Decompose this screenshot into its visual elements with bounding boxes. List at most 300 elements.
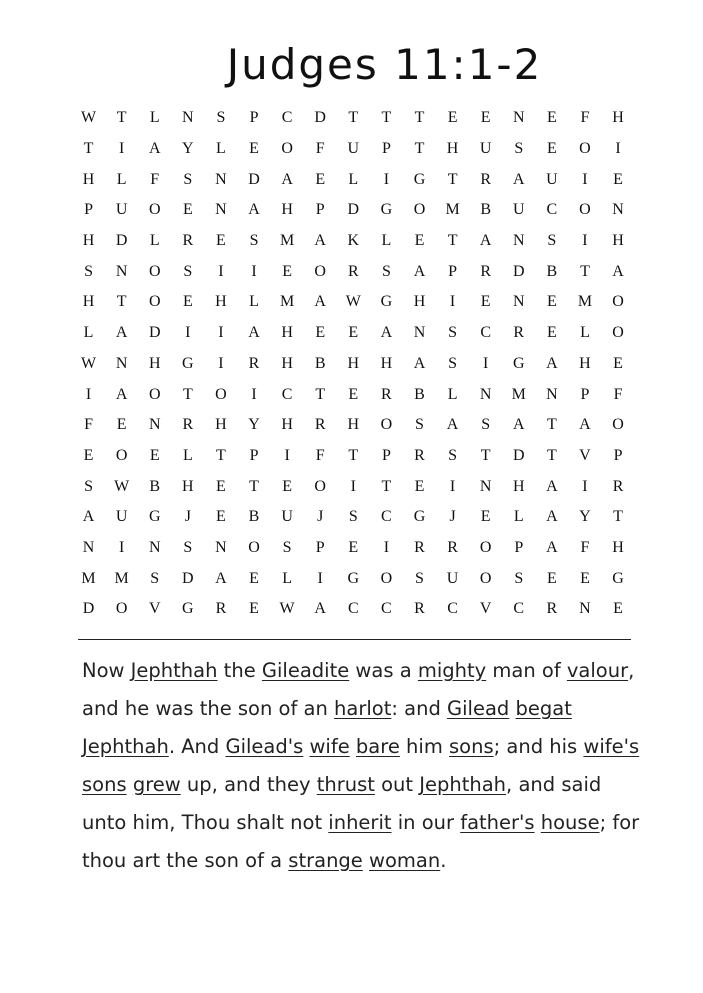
grid-letter[interactable]: L (116, 170, 127, 188)
grid-letter[interactable]: O (413, 201, 426, 219)
grid-letter[interactable]: C (381, 508, 392, 526)
grid-letter[interactable]: S (514, 140, 524, 158)
passage-text: the (217, 659, 262, 682)
grid-letter[interactable]: B (149, 477, 161, 495)
grid-letter[interactable]: S (448, 354, 458, 372)
grid-letter[interactable]: S (514, 569, 524, 587)
grid-letter[interactable]: E (447, 109, 458, 127)
keyword: Jephthah (419, 773, 507, 796)
grid-letter[interactable]: W (80, 109, 97, 127)
grid-letter[interactable]: C (281, 109, 293, 127)
grid-letter[interactable]: H (82, 232, 95, 250)
grid-letter[interactable]: M (279, 293, 295, 311)
grid-row (72, 563, 636, 594)
grid-letter[interactable]: N (512, 293, 525, 311)
grid-letter[interactable]: C (381, 600, 392, 618)
grid-letter[interactable]: D (512, 446, 525, 464)
grid-letter[interactable]: E (249, 569, 259, 587)
grid-letter[interactable]: N (546, 385, 558, 403)
grid-letter[interactable]: H (612, 538, 624, 556)
grid-letter[interactable]: E (480, 109, 491, 127)
keyword: Gilead (447, 697, 510, 720)
grid-letter[interactable]: O (248, 538, 260, 556)
grid-letter[interactable]: N (215, 538, 227, 556)
grid-letter[interactable]: Y (182, 140, 194, 158)
grid-letter[interactable]: E (613, 170, 623, 188)
grid-letter[interactable]: I (218, 354, 224, 372)
grid-letter[interactable]: W (80, 354, 97, 372)
grid-row (72, 195, 636, 226)
grid-letter[interactable]: G (413, 170, 426, 188)
grid-letter[interactable]: O (115, 446, 128, 464)
grid-letter[interactable]: T (249, 477, 259, 495)
grid-letter[interactable]: A (115, 324, 128, 342)
grid-letter[interactable]: N (512, 109, 525, 127)
grid-letter[interactable]: Y (579, 508, 591, 526)
grid-letter[interactable]: E (348, 324, 359, 342)
grid-letter[interactable]: P (249, 446, 259, 464)
grid-letter[interactable]: E (315, 170, 326, 188)
grid-letter[interactable]: F (315, 446, 325, 464)
grid-letter[interactable]: O (479, 569, 492, 587)
grid-letter[interactable]: S (348, 508, 358, 526)
grid-letter[interactable]: E (216, 232, 226, 250)
grid-letter[interactable]: T (348, 446, 359, 464)
grid-letter[interactable]: I (118, 140, 125, 158)
grid-letter[interactable]: E (480, 508, 491, 526)
grid-letter[interactable]: N (148, 538, 161, 556)
grid-letter[interactable]: S (381, 262, 391, 280)
grid-letter[interactable]: S (415, 416, 424, 434)
grid-letter[interactable]: L (149, 109, 160, 127)
grid-letter[interactable]: I (383, 170, 390, 188)
grid-letter[interactable]: L (149, 232, 160, 250)
grid-letter[interactable]: G (380, 201, 393, 219)
keyword: wife's (583, 735, 640, 758)
grid-letter[interactable]: J (449, 508, 456, 526)
grid-letter[interactable]: E (580, 569, 590, 587)
grid-letter[interactable]: N (512, 232, 525, 250)
grid-letter[interactable]: R (248, 354, 260, 372)
grid-letter[interactable]: S (84, 477, 93, 495)
grid-letter[interactable]: G (413, 508, 426, 526)
grid-letter[interactable]: E (216, 477, 226, 495)
grid-letter[interactable]: H (215, 416, 227, 434)
grid-letter[interactable]: O (612, 293, 624, 311)
grid-letter[interactable]: C (513, 600, 525, 618)
grid-letter[interactable]: D (115, 232, 128, 250)
grid-letter[interactable]: A (148, 140, 161, 158)
grid-letter[interactable]: M (445, 201, 460, 219)
grid-letter[interactable]: D (512, 262, 525, 280)
grid-letter[interactable]: T (447, 170, 458, 188)
grid-letter[interactable]: A (314, 293, 326, 311)
grid-letter[interactable]: R (480, 262, 491, 280)
grid-letter[interactable]: O (380, 416, 393, 434)
grid-letter[interactable]: T (216, 446, 226, 464)
grid-letter[interactable]: B (414, 385, 425, 403)
grid-letter[interactable]: T (381, 477, 392, 495)
grid-letter[interactable]: S (448, 324, 458, 342)
grid-letter[interactable]: A (512, 416, 525, 434)
grid-letter[interactable]: U (479, 140, 492, 158)
grid-letter[interactable]: H (347, 416, 360, 434)
grid-letter[interactable]: V (479, 600, 492, 618)
grid-letter[interactable]: W (114, 477, 130, 495)
grid-letter[interactable]: J (184, 508, 191, 526)
grid-letter[interactable]: A (546, 538, 558, 556)
grid-letter[interactable]: C (347, 600, 359, 618)
grid-letter[interactable]: R (447, 538, 458, 556)
grid-letter[interactable]: S (415, 569, 424, 587)
grid-letter[interactable]: B (546, 262, 558, 280)
grid-letter[interactable]: E (216, 508, 226, 526)
grid-letter[interactable]: E (149, 446, 160, 464)
grid-letter[interactable]: I (350, 477, 356, 495)
grid-letter[interactable]: H (579, 354, 591, 372)
grid-letter[interactable]: O (115, 600, 128, 618)
grid-letter[interactable]: R (414, 538, 425, 556)
grid-letter[interactable]: I (218, 262, 224, 280)
grid-letter[interactable]: N (479, 477, 492, 495)
grid-letter[interactable]: G (512, 354, 525, 372)
grid-letter[interactable]: U (347, 140, 360, 158)
grid-letter[interactable]: L (447, 385, 458, 403)
grid-letter[interactable]: E (546, 324, 557, 342)
grid-letter[interactable]: M (511, 385, 526, 403)
grid-letter[interactable]: I (449, 293, 456, 311)
grid-letter[interactable]: R (314, 416, 326, 434)
keyword: grew (132, 773, 181, 796)
grid-letter[interactable]: N (115, 262, 128, 280)
grid-letter[interactable]: C (480, 324, 491, 342)
grid-letter[interactable]: R (414, 446, 425, 464)
grid-letter[interactable]: R (347, 262, 359, 280)
grid-letter[interactable]: J (317, 508, 324, 526)
grid-letter[interactable]: H (281, 324, 293, 342)
grid-letter[interactable]: E (249, 140, 259, 158)
grid-row (72, 471, 636, 502)
grid-letter[interactable]: D (148, 324, 161, 342)
grid-letter[interactable]: I (582, 232, 588, 250)
grid-letter[interactable]: T (480, 446, 491, 464)
grid-letter[interactable]: I (218, 324, 224, 342)
grid-letter[interactable]: G (148, 508, 161, 526)
grid-letter[interactable]: O (314, 477, 326, 495)
grid-letter[interactable]: W (279, 600, 295, 618)
grid-letter[interactable]: H (380, 354, 393, 372)
grid-letter[interactable]: O (148, 293, 161, 311)
grid-letter[interactable]: I (615, 140, 621, 158)
grid-letter[interactable]: D (182, 569, 194, 587)
grid-letter[interactable]: T (182, 385, 193, 403)
grid-letter[interactable]: S (547, 232, 557, 250)
grid-letter[interactable]: B (314, 354, 326, 372)
grid-letter[interactable]: G (347, 569, 360, 587)
grid-letter[interactable]: T (546, 446, 557, 464)
grid-letter[interactable]: I (317, 569, 323, 587)
grid-letter[interactable]: U (115, 508, 128, 526)
grid-letter[interactable]: I (118, 538, 125, 556)
grid-letter[interactable]: T (381, 109, 392, 127)
grid-letter[interactable]: N (479, 385, 492, 403)
grid-letter[interactable]: R (546, 600, 558, 618)
grid-letter[interactable]: S (481, 416, 491, 434)
grid-letter[interactable]: B (248, 508, 260, 526)
grid-letter[interactable]: E (348, 385, 359, 403)
grid-letter[interactable]: E (414, 232, 425, 250)
grid-letter[interactable]: M (81, 569, 96, 587)
grid-letter[interactable]: G (612, 569, 624, 587)
grid-letter[interactable]: E (116, 416, 127, 434)
grid-letter[interactable]: A (612, 262, 624, 280)
grid-letter[interactable]: M (279, 232, 295, 250)
grid-letter[interactable]: P (448, 262, 458, 280)
grid-letter[interactable]: F (580, 538, 590, 556)
grid-letter[interactable]: I (85, 385, 92, 403)
grid-letter[interactable]: O (148, 385, 161, 403)
grid-letter[interactable]: A (380, 324, 393, 342)
grid-letter[interactable]: U (446, 569, 459, 587)
grid-letter[interactable]: T (580, 262, 590, 280)
grid-letter[interactable]: H (82, 170, 95, 188)
grid-letter[interactable]: H (82, 293, 95, 311)
grid-letter[interactable]: L (216, 140, 226, 158)
grid-letter[interactable]: I (383, 538, 390, 556)
grid-letter[interactable]: P (315, 201, 325, 219)
grid-letter[interactable]: C (546, 201, 558, 219)
grid-letter[interactable]: S (150, 569, 160, 587)
grid-letter[interactable]: P (315, 538, 325, 556)
grid-letter[interactable]: S (448, 446, 458, 464)
grid-letter[interactable]: H (512, 477, 525, 495)
grid-letter[interactable]: A (512, 170, 525, 188)
grid-letter[interactable]: E (414, 477, 425, 495)
grid-letter[interactable]: R (215, 600, 227, 618)
grid-letter[interactable]: B (480, 201, 491, 219)
grid-letter[interactable]: A (413, 262, 426, 280)
grid-letter[interactable]: N (215, 201, 227, 219)
grid-letter[interactable]: O (148, 201, 161, 219)
grid-letter[interactable]: R (612, 477, 624, 495)
grid-letter[interactable]: A (446, 416, 459, 434)
grid-letter[interactable]: N (82, 538, 95, 556)
grid-letter[interactable]: L (348, 170, 359, 188)
grid-letter[interactable]: E (348, 538, 359, 556)
grid-letter[interactable]: R (381, 385, 392, 403)
grid-letter[interactable]: O (579, 140, 591, 158)
word-search-grid (72, 103, 636, 625)
grid-letter[interactable]: M (577, 293, 593, 311)
grid-letter[interactable]: I (185, 324, 191, 342)
grid-letter[interactable]: T (546, 416, 557, 434)
grid-letter[interactable]: R (480, 170, 491, 188)
grid-letter[interactable]: O (612, 324, 624, 342)
grid-letter[interactable]: O (281, 140, 293, 158)
grid-letter[interactable]: E (546, 109, 557, 127)
grid-letter[interactable]: D (314, 109, 326, 127)
grid-letter[interactable]: O (612, 416, 624, 434)
grid-letter[interactable]: O (314, 262, 326, 280)
grid-letter[interactable]: E (182, 293, 193, 311)
grid-letter[interactable]: A (215, 569, 227, 587)
grid-letter[interactable]: T (83, 140, 94, 158)
grid-letter[interactable]: E (83, 446, 94, 464)
grid-letter[interactable]: H (347, 354, 360, 372)
grid-letter[interactable]: H (281, 201, 293, 219)
grid-letter[interactable]: P (613, 446, 623, 464)
grid-letter[interactable]: O (479, 538, 492, 556)
grid-letter[interactable]: I (582, 170, 588, 188)
grid-letter[interactable]: T (447, 232, 458, 250)
grid-letter[interactable]: V (579, 446, 591, 464)
grid-letter[interactable]: S (183, 262, 193, 280)
grid-letter[interactable]: H (413, 293, 426, 311)
grid-letter[interactable]: W (345, 293, 361, 311)
grid-letter[interactable]: I (449, 477, 456, 495)
grid-letter[interactable]: E (315, 324, 326, 342)
grid-letter[interactable]: P (381, 140, 391, 158)
grid-letter[interactable]: U (115, 201, 128, 219)
grid-letter[interactable]: S (183, 538, 193, 556)
grid-letter[interactable]: H (612, 232, 624, 250)
grid-letter[interactable]: N (182, 109, 194, 127)
grid-letter[interactable]: L (282, 569, 292, 587)
grid-letter[interactable]: E (480, 293, 491, 311)
grid-letter[interactable]: V (148, 600, 161, 618)
grid-letter[interactable]: N (148, 416, 161, 434)
grid-letter[interactable]: M (114, 569, 129, 587)
grid-letter[interactable]: A (546, 477, 558, 495)
grid-letter[interactable]: E (182, 201, 193, 219)
grid-letter[interactable]: H (281, 354, 293, 372)
grid-letter[interactable]: H (148, 354, 161, 372)
grid-letter[interactable]: T (414, 140, 425, 158)
passage-text: . (440, 849, 447, 872)
grid-letter[interactable]: T (414, 109, 425, 127)
grid-letter[interactable]: A (82, 508, 95, 526)
grid-letter[interactable]: N (215, 170, 227, 188)
grid-letter[interactable]: P (514, 538, 524, 556)
grid-letter[interactable]: A (579, 416, 591, 434)
grid-letter[interactable]: A (314, 232, 326, 250)
grid-letter[interactable]: F (150, 170, 160, 188)
grid-letter[interactable]: O (148, 262, 161, 280)
grid-letter[interactable]: C (447, 600, 458, 618)
grid-letter[interactable]: E (546, 140, 557, 158)
grid-letter[interactable]: P (381, 446, 391, 464)
grid-letter[interactable]: L (580, 324, 590, 342)
grid-letter[interactable]: N (579, 600, 591, 618)
grid-letter[interactable]: P (580, 385, 590, 403)
grid-letter[interactable]: U (512, 201, 525, 219)
grid-letter[interactable]: F (315, 140, 325, 158)
grid-letter[interactable]: I (582, 477, 588, 495)
grid-letter[interactable]: I (251, 385, 257, 403)
grid-letter[interactable]: L (381, 232, 392, 250)
grid-letter[interactable]: A (479, 232, 492, 250)
grid-letter[interactable]: T (116, 293, 127, 311)
grid-letter[interactable]: Y (248, 416, 260, 434)
scripture-passage (82, 652, 642, 880)
grid-letter[interactable]: A (248, 324, 260, 342)
grid-letter[interactable]: G (380, 293, 393, 311)
grid-letter[interactable]: H (612, 109, 624, 127)
grid-letter[interactable]: D (248, 170, 260, 188)
grid-letter[interactable]: A (546, 508, 558, 526)
grid-letter[interactable]: N (612, 201, 624, 219)
grid-letter[interactable]: R (513, 324, 525, 342)
grid-letter[interactable]: G (182, 354, 194, 372)
grid-letter[interactable]: S (249, 232, 259, 250)
grid-letter[interactable]: S (84, 262, 93, 280)
grid-letter[interactable]: F (613, 385, 623, 403)
grid-letter[interactable]: A (546, 354, 558, 372)
grid-letter[interactable]: A (314, 600, 326, 618)
grid-letter[interactable]: O (579, 201, 591, 219)
grid-letter[interactable]: T (116, 109, 127, 127)
grid-letter[interactable]: I (251, 262, 257, 280)
grid-letter[interactable]: G (182, 600, 194, 618)
grid-letter[interactable]: F (84, 416, 93, 434)
grid-letter[interactable]: D (347, 201, 360, 219)
grid-letter[interactable]: U (546, 170, 558, 188)
grid-letter[interactable]: S (282, 538, 292, 556)
grid-letter[interactable]: S (183, 170, 193, 188)
grid-letter[interactable]: L (249, 293, 259, 311)
grid-letter[interactable]: E (546, 569, 557, 587)
grid-letter[interactable]: S (216, 109, 226, 127)
grid-letter[interactable]: E (613, 354, 623, 372)
grid-letter[interactable]: R (182, 416, 194, 434)
grid-letter[interactable]: L (182, 446, 193, 464)
grid-letter[interactable]: E (546, 293, 557, 311)
grid-letter[interactable]: L (83, 324, 94, 342)
grid-letter[interactable]: R (182, 232, 194, 250)
grid-letter[interactable]: F (580, 109, 590, 127)
grid-letter[interactable]: N (413, 324, 426, 342)
grid-letter[interactable]: A (115, 385, 128, 403)
grid-letter[interactable]: H (182, 477, 194, 495)
grid-letter[interactable]: L (513, 508, 524, 526)
grid-letter[interactable]: A (281, 170, 293, 188)
grid-letter[interactable]: T (348, 109, 359, 127)
grid-letter[interactable]: O (215, 385, 227, 403)
grid-letter[interactable]: E (282, 262, 292, 280)
grid-letter[interactable]: E (613, 600, 623, 618)
grid-letter[interactable]: D (82, 600, 95, 618)
grid-letter[interactable]: A (413, 354, 426, 372)
grid-letter[interactable]: A (248, 201, 260, 219)
grid-letter[interactable]: C (281, 385, 293, 403)
grid-letter[interactable]: I (284, 446, 290, 464)
grid-letter[interactable]: E (249, 600, 259, 618)
grid-letter[interactable]: P (84, 201, 93, 219)
grid-letter[interactable]: O (380, 569, 393, 587)
grid-letter[interactable]: K (347, 232, 360, 250)
grid-letter[interactable]: E (282, 477, 292, 495)
grid-letter[interactable]: T (315, 385, 326, 403)
grid-letter[interactable]: R (414, 600, 425, 618)
grid-letter[interactable]: N (115, 354, 128, 372)
grid-letter[interactable]: U (281, 508, 293, 526)
grid-letter[interactable]: H (281, 416, 293, 434)
grid-letter[interactable]: H (215, 293, 227, 311)
grid-letter[interactable]: H (446, 140, 459, 158)
grid-letter[interactable]: P (249, 109, 259, 127)
grid-letter[interactable]: T (613, 508, 623, 526)
grid-letter[interactable]: I (483, 354, 489, 372)
